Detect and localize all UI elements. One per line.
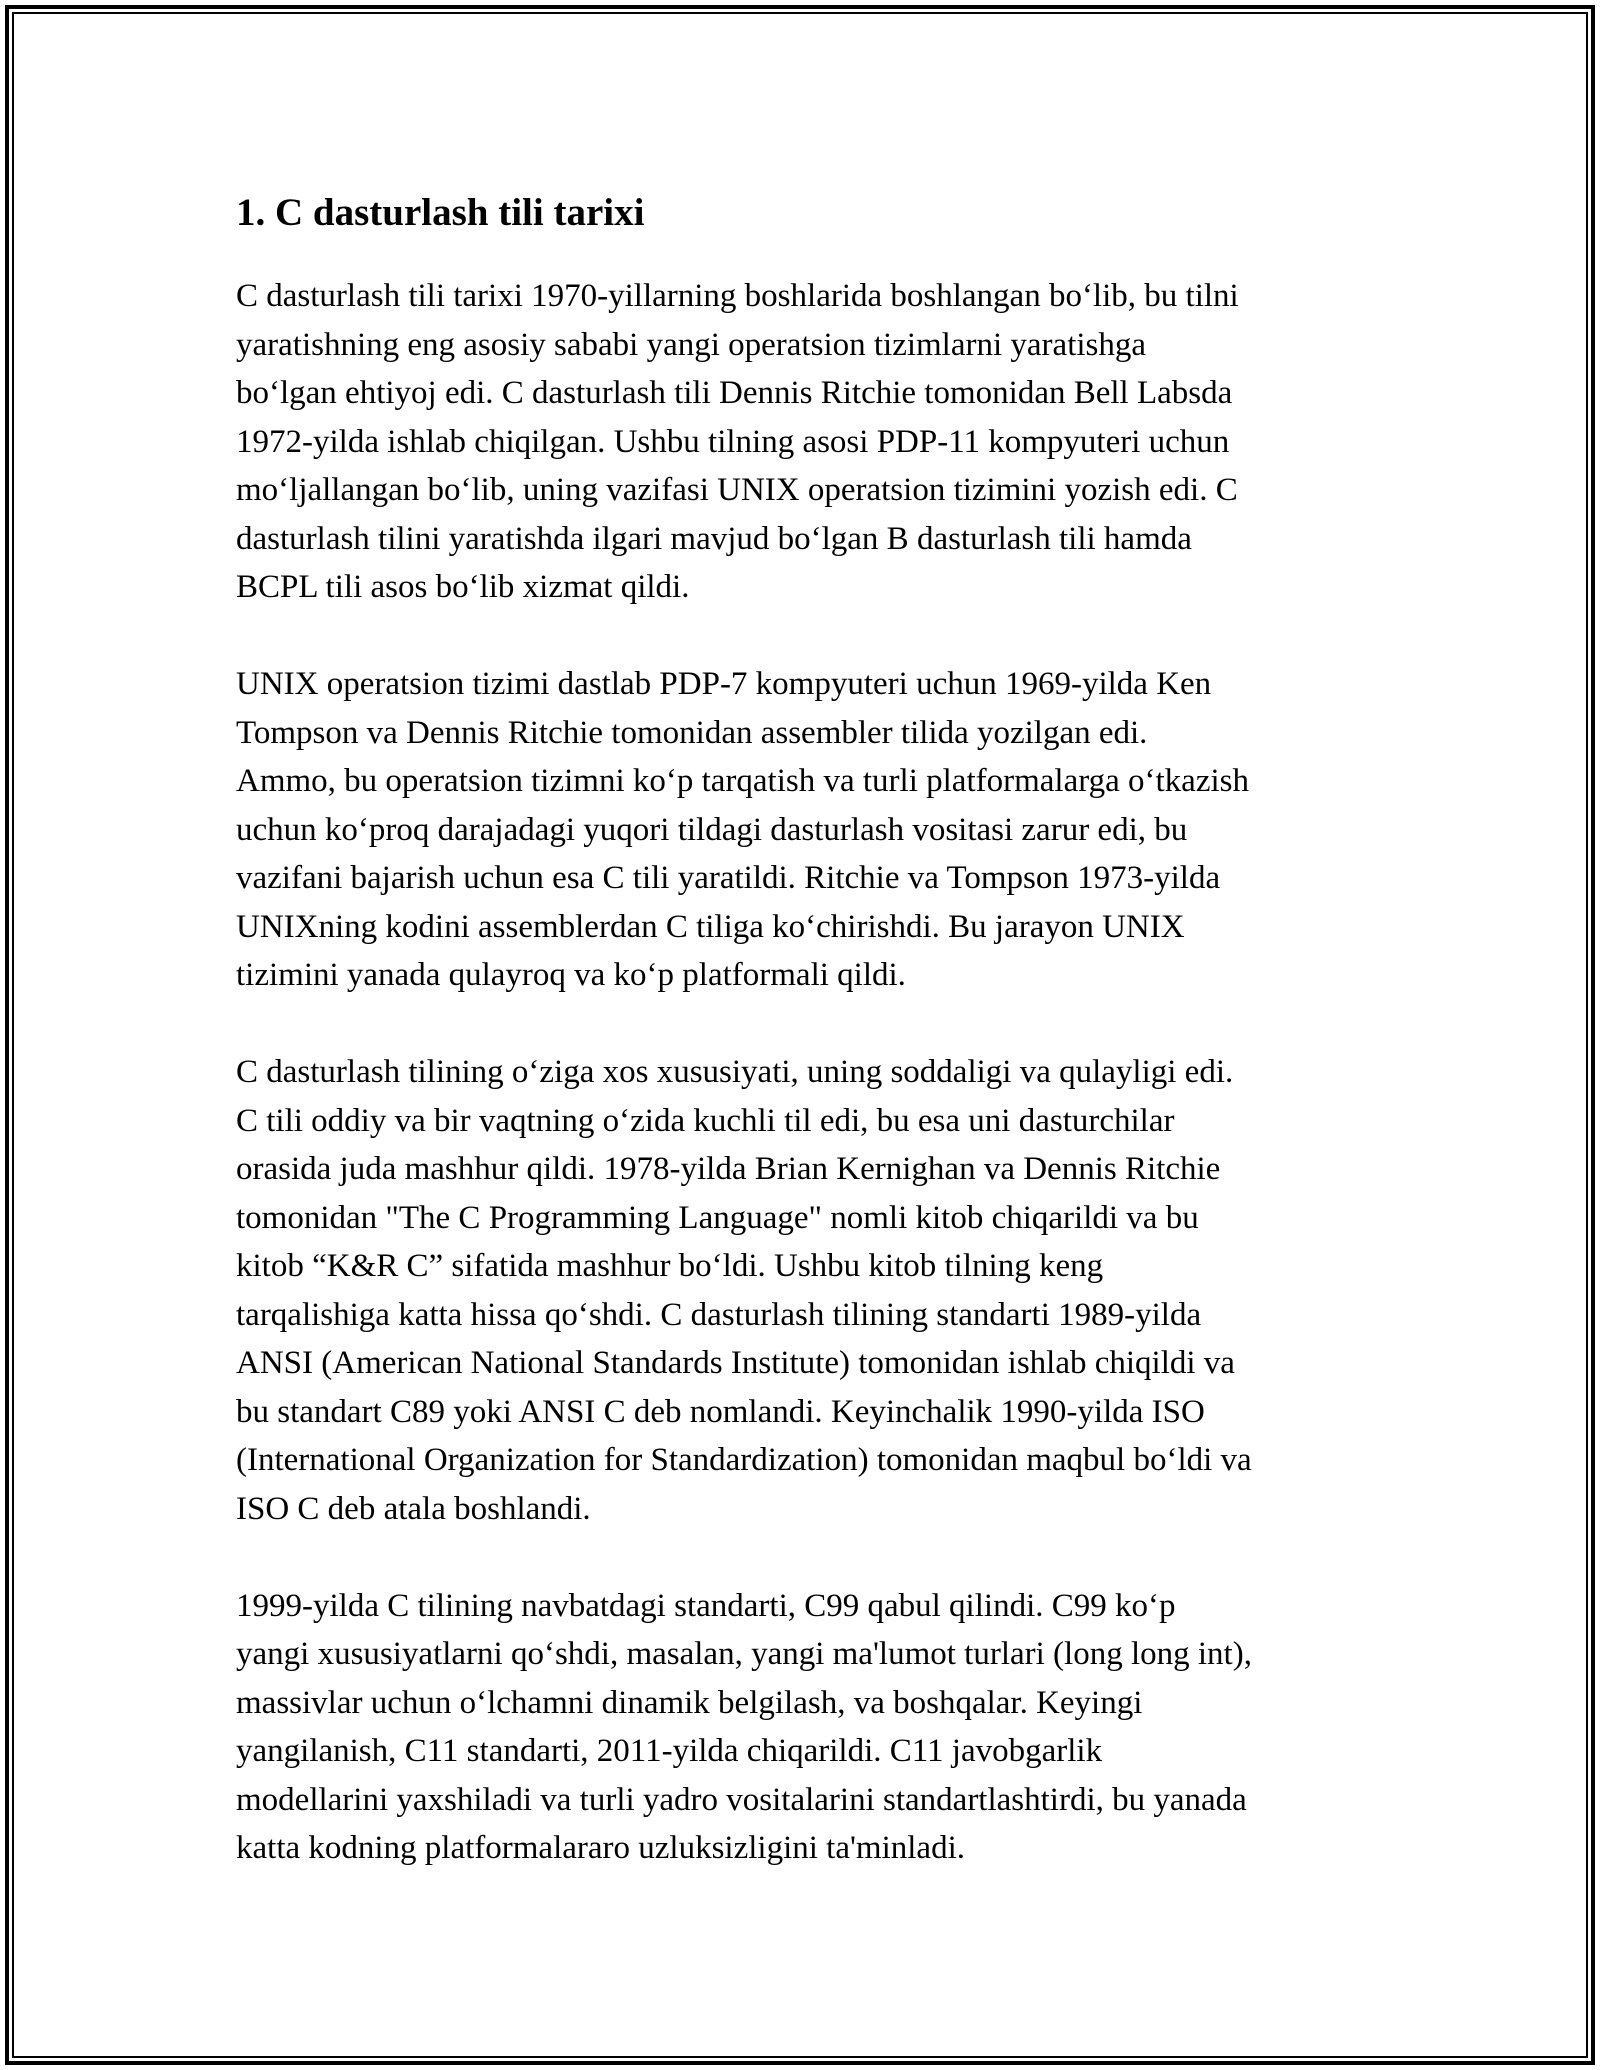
paragraph-4 [236, 1582, 1376, 1873]
text-line: C dasturlash tilining o‘ziga xos xususiyati, uning soddaligi va qulayligi edi. [236, 1054, 1234, 1090]
text-line: modellarini yaxshiladi va turli yadro vositalarini standartlashtirdi, bu yanada [236, 1781, 1247, 1818]
text-line: ISO C deb atala boshlandi. [236, 1490, 591, 1527]
text-line: Tompson va Dennis Ritchie tomonidan assembler tilida yozilgan edi. [236, 714, 1148, 751]
text-line: C dasturlash tili tarixi 1970-yillarning boshlarida boshlangan bo‘lib, bu tilni [236, 278, 1239, 314]
text-line: (International Organization for Standardization) tomonidan maqbul bo‘ldi va [236, 1442, 1252, 1478]
text-line: uchun ko‘proq darajadagi yuqori tildagi dasturlash vositasi zarur edi, bu [236, 811, 1188, 848]
paragraph-3 [236, 1048, 1376, 1533]
text-line: ANSI (American National Standards Institute) tomonidan ishlab chiqildi va [236, 1345, 1235, 1381]
paragraph-1 [236, 272, 1376, 612]
text-line: kitob “K&R C” sifatida mashhur bo‘ldi. Ushbu kitob tilning keng [236, 1248, 1104, 1284]
text-line: dasturlash tilini yaratishda ilgari mavjud bo‘lgan B dasturlash tili hamda [236, 520, 1192, 557]
paragraph-spacer [236, 1533, 1376, 1582]
text-line: tarqalishiga katta hissa qo‘shdi. C dasturlash tilining standarti 1989-yilda [236, 1296, 1202, 1333]
paragraph-2 [236, 660, 1376, 1000]
text-line: yaratishning eng asosiy sababi yangi operatsion tizimlarni yaratishga [236, 326, 1147, 363]
text-line: bo‘lgan ehtiyoj edi. C dasturlash tili Dennis Ritchie tomonidan Bell Labsda [236, 375, 1233, 411]
text-line: massivlar uchun o‘lchamni dinamik belgilash, va boshqalar. Keyingi [236, 1684, 1143, 1721]
text-line: orasida juda mashhur qildi. 1978-yilda Brian Kernighan va Dennis Ritchie [236, 1151, 1221, 1187]
paragraph-spacer [236, 612, 1376, 661]
text-line: bu standart C89 yoki ANSI C deb nomlandi. Keyinchalik 1990-yilda ISO [236, 1393, 1205, 1430]
text-line: 1999-yilda C tilining navbatdagi standarti, C99 qabul qilindi. C99 ko‘p [236, 1587, 1176, 1624]
text-line: yangi xususiyatlarni qo‘shdi, masalan, yangi ma'lumot turlari (long long int), [236, 1636, 1252, 1672]
text-line: Ammo, bu operatsion tizimni ko‘p tarqatish va turli platformalarga o‘tkazish [236, 763, 1249, 799]
text-line: 1972-yilda ishlab chiqilgan. Ushbu tilning asosi PDP-11 kompyuteri uchun [236, 423, 1230, 460]
text-line: BCPL tili asos bo‘lib xizmat qildi. [236, 569, 690, 605]
document-body [236, 185, 1376, 1873]
text-line: vazifani bajarish uchun esa C tili yaratildi. Ritchie va Tompson 1973-yilda [236, 860, 1221, 896]
text-line: mo‘ljallangan bo‘lib, uning vazifasi UNIX operatsion tizimini yozish edi. C [236, 472, 1238, 508]
text-line: yangilanish, C11 standarti, 2011-yilda chiqarildi. C11 javobgarlik [236, 1733, 1103, 1769]
text-line: katta kodning platformalararo uzluksizligini ta'minladi. [236, 1830, 965, 1866]
paragraph-spacer [236, 1000, 1376, 1049]
text-line: UNIXning kodini assemblerdan C tiliga ko‘chirishdi. Bu jarayon UNIX [236, 908, 1185, 945]
section-title: 1. C dasturlash tili tarixi [236, 191, 645, 234]
text-line: UNIX operatsion tizimi dastlab PDP-7 kompyuteri uchun 1969-yilda Ken [236, 666, 1212, 702]
text-line: C tili oddiy va bir vaqtning o‘zida kuchli til edi, bu esa uni dasturchilar [236, 1102, 1175, 1139]
text-line: tomonidan "The C Programming Language" nomli kitob chiqarildi va bu [236, 1199, 1199, 1236]
text-line: tizimini yanada qulayroq va ko‘p platformali qildi. [236, 957, 906, 993]
